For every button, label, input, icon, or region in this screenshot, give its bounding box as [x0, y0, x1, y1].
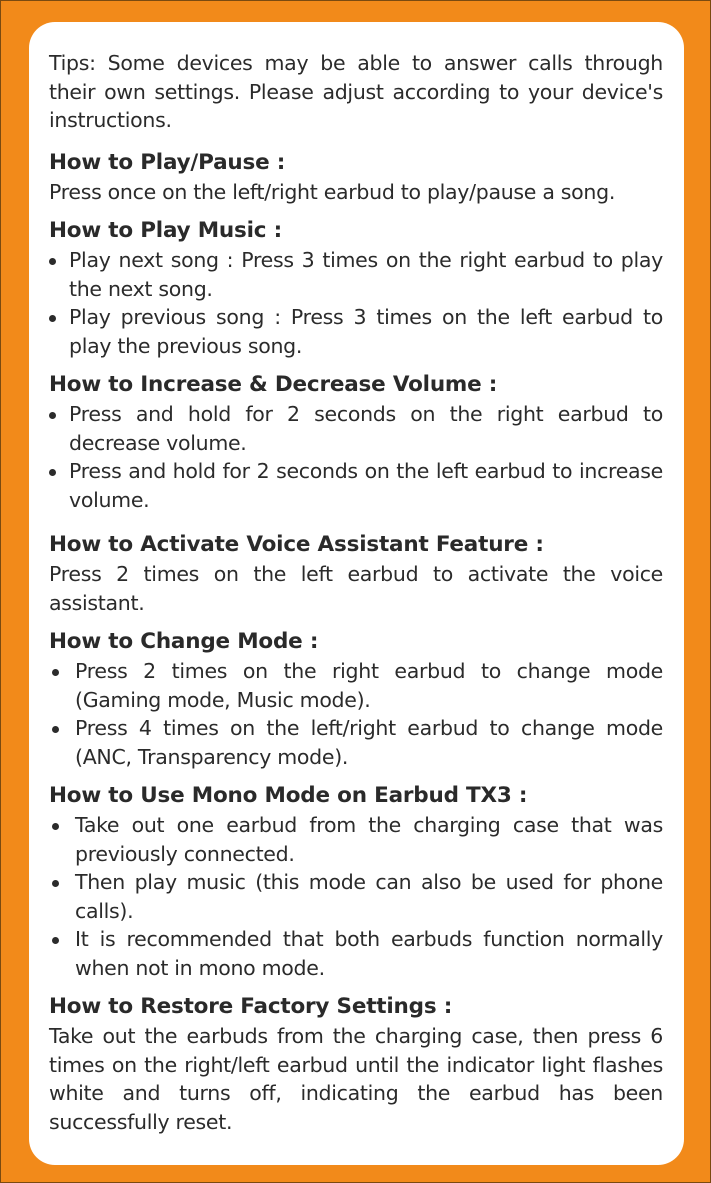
voice-assistant-text: Press 2 times on the left earbud to activate the voice assistant.	[49, 562, 663, 615]
list-item-text: Press and hold for 2 seconds on the right earbud to decrease volume.	[69, 402, 663, 455]
play-music-list	[49, 246, 663, 360]
list-item-text: Play previous song : Press 3 times on the left earbud to play the previous song.	[69, 305, 663, 358]
change-mode-heading: How to Change Mode :	[49, 629, 319, 654]
list-item-text: Press 4 times on the left/right earbud to change mode (ANC, Transparency mode).	[75, 716, 663, 769]
volume-heading: How to Increase & Decrease Volume :	[49, 372, 498, 397]
list-item	[49, 457, 663, 514]
list-item	[49, 400, 663, 457]
mono-mode-heading: How to Use Mono Mode on Earbud TX3 :	[49, 783, 528, 808]
bullet-icon	[52, 937, 59, 944]
volume-list	[49, 400, 663, 514]
factory-reset-section	[49, 992, 663, 1136]
play-music-heading: How to Play Music :	[49, 218, 283, 243]
list-item	[49, 657, 663, 714]
bullet-icon	[52, 669, 59, 676]
list-item	[49, 925, 663, 982]
list-item	[49, 303, 663, 360]
list-item-text: It is recommended that both earbuds function normally when not in mono mode.	[75, 927, 663, 980]
bullet-icon	[52, 726, 59, 733]
list-item-text: Then play music (this mode can also be used for phone calls).	[75, 870, 663, 923]
bullet-icon	[49, 412, 56, 419]
change-mode-list	[49, 657, 663, 771]
list-item	[49, 868, 663, 925]
volume-section	[49, 370, 663, 514]
list-item-text: Press and hold for 2 seconds on the left earbud to increase volume.	[69, 459, 663, 512]
list-item	[49, 714, 663, 771]
mono-mode-list	[49, 811, 663, 982]
play-pause-text: Press once on the left/right earbud to play/pause a song.	[49, 179, 616, 204]
tips-text: Tips: Some devices may be able to answer calls through their own settings. Please adjust according to your device's instructions.	[49, 51, 663, 132]
voice-assistant-heading: How to Activate Voice Assistant Feature :	[49, 532, 544, 557]
list-item-text: Play next song : Press 3 times on the right earbud to play the next song.	[69, 248, 663, 301]
factory-reset-text: Take out the earbuds from the charging case, then press 6 times on the right/left earbud until the indicator light flashes white and turns off, indicating the earbud has been successfully reset.	[49, 1024, 663, 1134]
bullet-icon	[49, 315, 56, 322]
change-mode-section	[49, 627, 663, 771]
list-item	[49, 246, 663, 303]
play-pause-heading: How to Play/Pause :	[49, 149, 286, 175]
bullet-icon	[52, 823, 59, 830]
bullet-icon	[49, 469, 56, 476]
list-item-text: Press 2 times on the right earbud to change mode (Gaming mode, Music mode).	[75, 659, 663, 712]
bullet-icon	[52, 880, 59, 887]
bullet-icon	[49, 258, 56, 265]
play-pause-section	[49, 148, 663, 207]
list-item	[49, 811, 663, 868]
list-item-text: Take out one earbud from the charging case that was previously connected.	[75, 813, 663, 866]
voice-assistant-section	[49, 530, 663, 617]
play-music-section	[49, 216, 663, 360]
mono-mode-section	[49, 781, 663, 982]
factory-reset-heading: How to Restore Factory Settings :	[49, 994, 453, 1019]
instruction-card	[29, 22, 684, 1165]
